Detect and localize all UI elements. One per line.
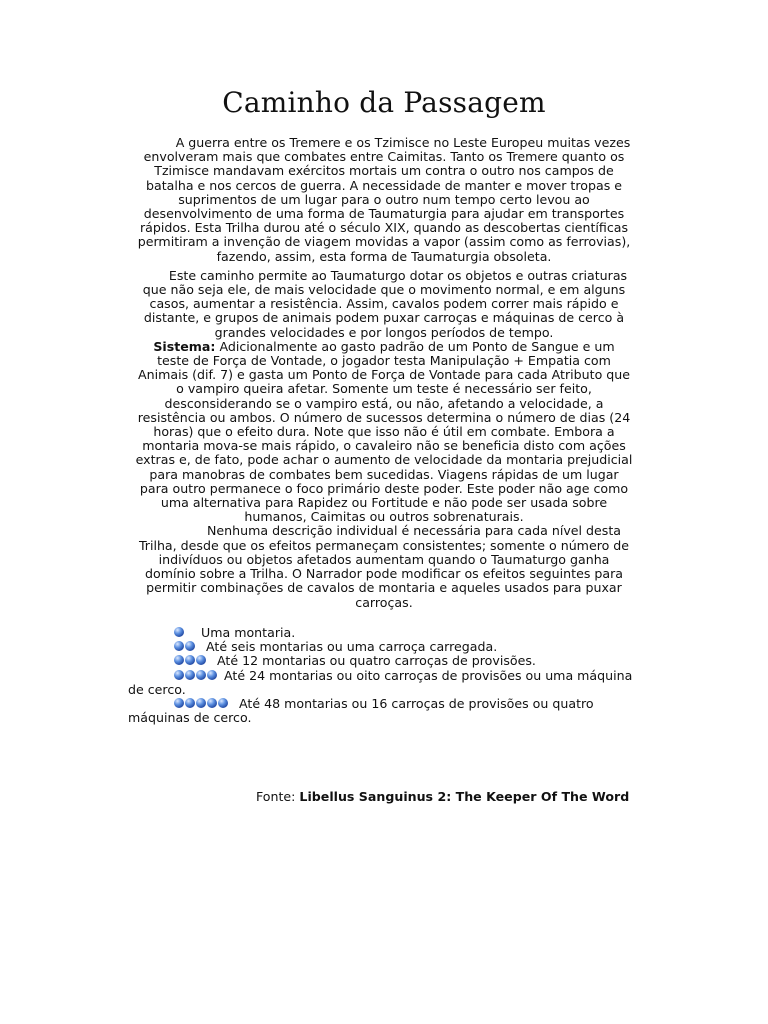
text-line: domínio sobre a Trilha. O Narrador pode modificar os efeitos seguintes para	[145, 566, 623, 582]
text-line: resistência ou ambos. O número de sucessos determina o número de dias (24	[137, 409, 631, 425]
text-line: desconsiderando se o vampiro está, ou não, afetando a velocidade, a	[164, 395, 604, 411]
level-text: Até 24 montarias ou oito carroças de provisões ou uma máquina	[224, 667, 633, 683]
blue-sphere-icon	[185, 655, 195, 665]
sistema-label: Sistema:	[153, 338, 216, 354]
text-line: fazendo, assim, esta forma de Taumaturgia obsoleta.	[216, 248, 552, 264]
text-line: suprimentos de um lugar para o outro num tempo certo levou ao	[178, 191, 590, 207]
text-line: permitiram a invenção de viagem movidas a vapor (assim como as ferrovias),	[137, 234, 631, 250]
level-text-continuation: de cerco.	[128, 681, 186, 697]
level-text: Até 48 montarias ou 16 carroças de provisões ou quatro	[239, 696, 594, 712]
blue-sphere-icon	[185, 641, 195, 651]
blue-sphere-icon	[196, 655, 206, 665]
text-line: que não seja ele, de mais velocidade que o movimento normal, e em alguns	[142, 282, 626, 298]
blue-sphere-icon	[174, 627, 184, 637]
blue-sphere-icon	[185, 698, 195, 708]
text-line: o vampiro queira afetar. Somente um teste é necessário ser feito,	[176, 381, 592, 397]
blue-sphere-icon	[185, 670, 195, 680]
source-label: Fonte:	[256, 789, 300, 804]
level-list	[128, 626, 648, 725]
level-text-continuation: máquinas de cerco.	[128, 710, 252, 726]
level-dots	[174, 697, 229, 708]
text-line: para manobras de combates bem sucedidas. Viagens rápidas de um lugar	[149, 466, 619, 482]
blue-sphere-icon	[174, 641, 184, 651]
text-line: para outro permanece o foco primário deste poder. Este poder não age como	[139, 480, 629, 496]
blue-sphere-icon	[174, 670, 184, 680]
source-credit	[256, 789, 629, 804]
text-line: Este caminho permite ao Taumaturgo dotar os objetos e outras criaturas	[168, 267, 628, 283]
text-line: horas) que o efeito dura. Note que isso não é útil em combate. Embora a	[153, 424, 615, 440]
text-line: distante, e grupos de animais podem puxar carroças e máquinas de cerco à	[143, 310, 625, 326]
level-dots	[174, 669, 218, 680]
text-line: montaria mova-se mais rápido, o cavaleiro não se beneficia disto com ações	[142, 438, 626, 454]
text-line: Animais (dif. 7) e gasta um Ponto de Força de Vontade para cada Atributo que	[138, 367, 630, 383]
level-item	[128, 640, 648, 654]
text-line: desenvolvimento de uma forma de Taumaturgia para ajudar em transportes	[143, 206, 625, 222]
level-item	[128, 626, 648, 640]
text-line: permitir combinações de cavalos de montaria e aqueles usados para puxar	[146, 580, 622, 596]
blue-sphere-icon	[207, 670, 217, 680]
paragraph-sistema	[128, 340, 640, 525]
blue-sphere-icon	[174, 698, 184, 708]
text-line: grandes velocidades e por longos períodos de tempo.	[214, 324, 554, 340]
blue-sphere-icon	[174, 655, 184, 665]
text-line: A guerra entre os Tremere e os Tzimisce no Leste Europeu muitas vezes	[175, 135, 631, 150]
level-item	[128, 654, 648, 668]
blue-sphere-icon	[196, 670, 206, 680]
level-text: Até seis montarias ou uma carroça carregada.	[206, 639, 498, 655]
text-line: envolveram mais que combates entre Caimitas. Tanto os Tremere quanto os	[143, 149, 625, 165]
text-line: carroças.	[355, 594, 413, 610]
paragraph-narrator	[128, 524, 640, 609]
document-body	[128, 136, 640, 610]
source-book: Libellus Sanguinus 2: The Keeper Of The Word	[299, 789, 630, 804]
text-line: rápidos. Esta Trilha durou até o século XIX, quando as descobertas científicas	[139, 220, 629, 236]
sistema-first-line: Adicionalmente ao gasto padrão de um Ponto de Sangue e um	[215, 338, 615, 354]
level-item	[128, 697, 648, 725]
blue-sphere-icon	[196, 698, 206, 708]
text-line: Tzimisce mandavam exércitos mortais um contra o outro nos campos de	[154, 163, 614, 179]
text-line: uma alternativa para Rapidez ou Fortitude e não pode ser usada sobre	[160, 495, 608, 511]
text-line: casos, aumentar a resistência. Assim, cavalos podem correr mais rápido e	[149, 296, 619, 312]
text-line: humanos, Caimitas ou outros sobrenaturais.	[244, 509, 524, 525]
text-line: Trilha, desde que os efeitos permaneçam consistentes; somente o número de	[138, 537, 630, 553]
text-line: batalha e nos cercos de guerra. A necessidade de manter e mover tropas e	[145, 177, 623, 193]
text-line: indivíduos ou objetos afetados aumentam quando o Taumaturgo ganha	[158, 551, 610, 567]
blue-sphere-icon	[218, 698, 228, 708]
paragraph-description	[128, 269, 640, 340]
text-line	[128, 340, 640, 354]
level-text: Até 12 montarias ou quatro carroças de provisões.	[217, 653, 536, 669]
page-title: Caminho da Passagem	[222, 86, 546, 119]
text-line: teste de Força de Vontade, o jogador testa Manipulação + Empatia com	[157, 353, 611, 369]
paragraph-intro	[128, 136, 640, 264]
blue-sphere-icon	[207, 698, 217, 708]
level-text: Uma montaria.	[201, 625, 296, 640]
level-dots	[174, 654, 207, 665]
text-line: extras e, de fato, pode achar o aumento de velocidade da montaria prejudicial	[135, 452, 633, 468]
level-dots	[174, 640, 196, 651]
level-dots	[174, 626, 185, 637]
text-line: Nenhuma descrição individual é necessária para cada nível desta	[207, 523, 621, 539]
level-item	[128, 669, 648, 697]
